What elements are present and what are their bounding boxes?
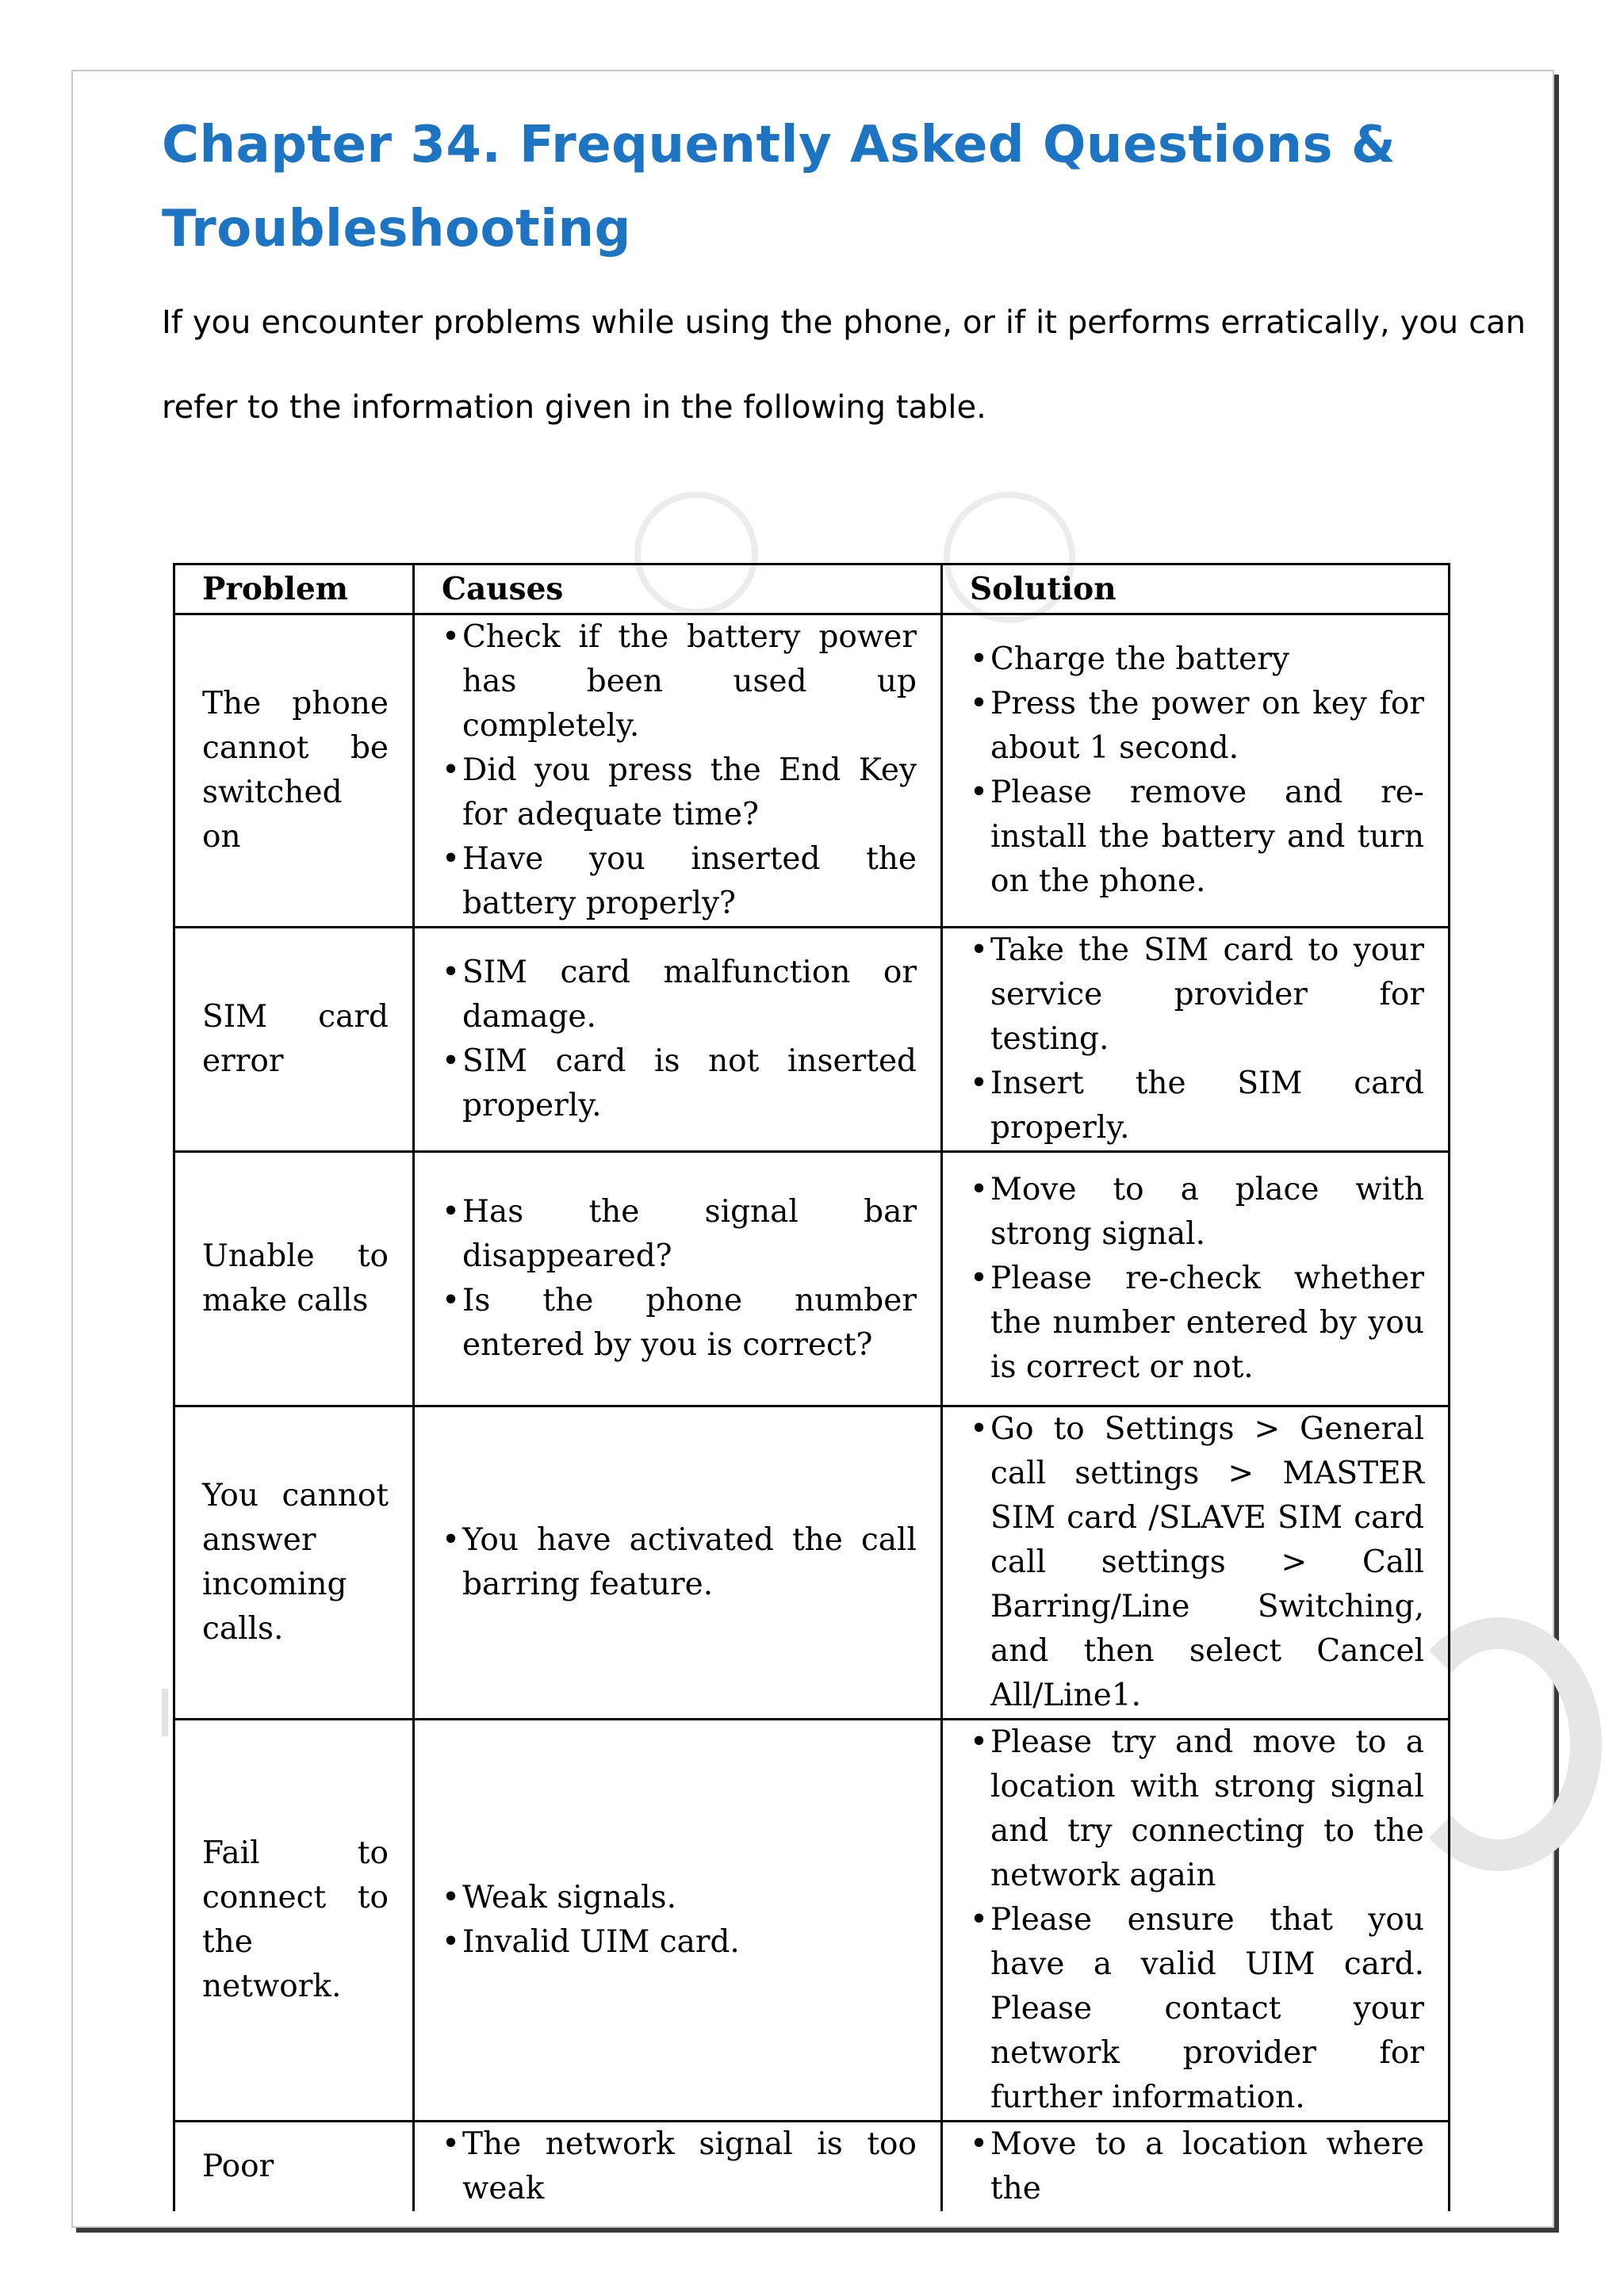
solution-cell [942, 2122, 1450, 2212]
causes-cell [414, 2122, 942, 2212]
cause-item: • SIM card malfunction or damage. [442, 951, 917, 1039]
problem-cell: The phone cannot be switched on [174, 614, 414, 928]
solution-item: • Press the power on key for about 1 second. [970, 682, 1424, 771]
causes-cell [414, 1720, 942, 2122]
cause-item: • Invalid UIM card. [442, 1920, 917, 1965]
solution-item: • Insert the SIM card properly. [970, 1062, 1424, 1150]
solution-item: • Move to a place with strong signal. [970, 1168, 1424, 1257]
solution-cell [942, 928, 1450, 1152]
solution-item: • Please ensure that you have a valid UIM card. Please contact your network provider for further information. [970, 1898, 1424, 2120]
problem-cell: Poor [174, 2122, 414, 2212]
solution-item: • Take the SIM card to your service provider for testing. [970, 928, 1424, 1062]
cause-item: • Weak signals. [442, 1876, 917, 1920]
page-content [162, 103, 1527, 450]
solution-item: • Go to Settings > General call settings > MASTER SIM card /SLAVE SIM card call settings > Call Barring/Line Switching, and then select Cancel All/Line1. [970, 1407, 1424, 1718]
header-causes: Causes [414, 564, 942, 614]
cause-item: • Has the signal bar disappeared? [442, 1190, 917, 1279]
cause-item: • Check if the battery power has been used up completely. [442, 615, 917, 748]
header-solution: Solution [942, 564, 1450, 614]
solution-cell [942, 1406, 1450, 1720]
causes-cell [414, 928, 942, 1152]
solution-item: • Move to a location where the [970, 2122, 1424, 2211]
table-row [174, 1406, 1450, 1720]
causes-cell [414, 1152, 942, 1406]
table-row [174, 928, 1450, 1152]
intro-paragraph: If you encounter problems while using the phone, or if it performs erratically, you can refer to the information given in the following table. [162, 304, 1526, 426]
causes-cell [414, 614, 942, 928]
solution-item: • Charge the battery [970, 637, 1424, 682]
chapter-title-line1: Chapter 34. Frequently Asked Questions & [162, 116, 1396, 174]
table-row [174, 614, 1450, 928]
problem-cell: You cannot answer incoming calls. [174, 1406, 414, 1720]
cause-item: • SIM card is not inserted properly. [442, 1039, 917, 1128]
chapter-title [162, 103, 1527, 271]
solution-item: • Please try and move to a location with strong signal and try connecting to the network again [970, 1720, 1424, 1898]
cause-item: • The network signal is too weak [442, 2122, 917, 2211]
causes-cell [414, 1406, 942, 1720]
problem-cell: Unable to make calls [174, 1152, 414, 1406]
table-row [174, 2122, 1450, 2212]
table-header-row [174, 564, 1450, 614]
solution-item: • Please remove and re-install the battery and turn on the phone. [970, 771, 1424, 904]
solution-cell [942, 1152, 1450, 1406]
faq-table [173, 563, 1450, 2211]
cause-item: • Did you press the End Key for adequate time? [442, 748, 917, 837]
problem-cell: SIM card error [174, 928, 414, 1152]
cause-item: • Is the phone number entered by you is correct? [442, 1279, 917, 1368]
chapter-title-line2: Troubleshooting [162, 200, 631, 258]
header-problem: Problem [174, 564, 414, 614]
solution-cell [942, 614, 1450, 928]
cause-item: • Have you inserted the battery properly? [442, 837, 917, 926]
table-row [174, 1720, 1450, 2122]
table-row [174, 1152, 1450, 1406]
watermark-bar [162, 1689, 168, 1736]
solution-cell [942, 1720, 1450, 2122]
problem-cell: Fail to connect to the network. [174, 1720, 414, 2122]
cause-item: • You have activated the call barring feature. [442, 1518, 917, 1607]
solution-item: • Please re-check whether the number entered by you is correct or not. [970, 1257, 1424, 1390]
